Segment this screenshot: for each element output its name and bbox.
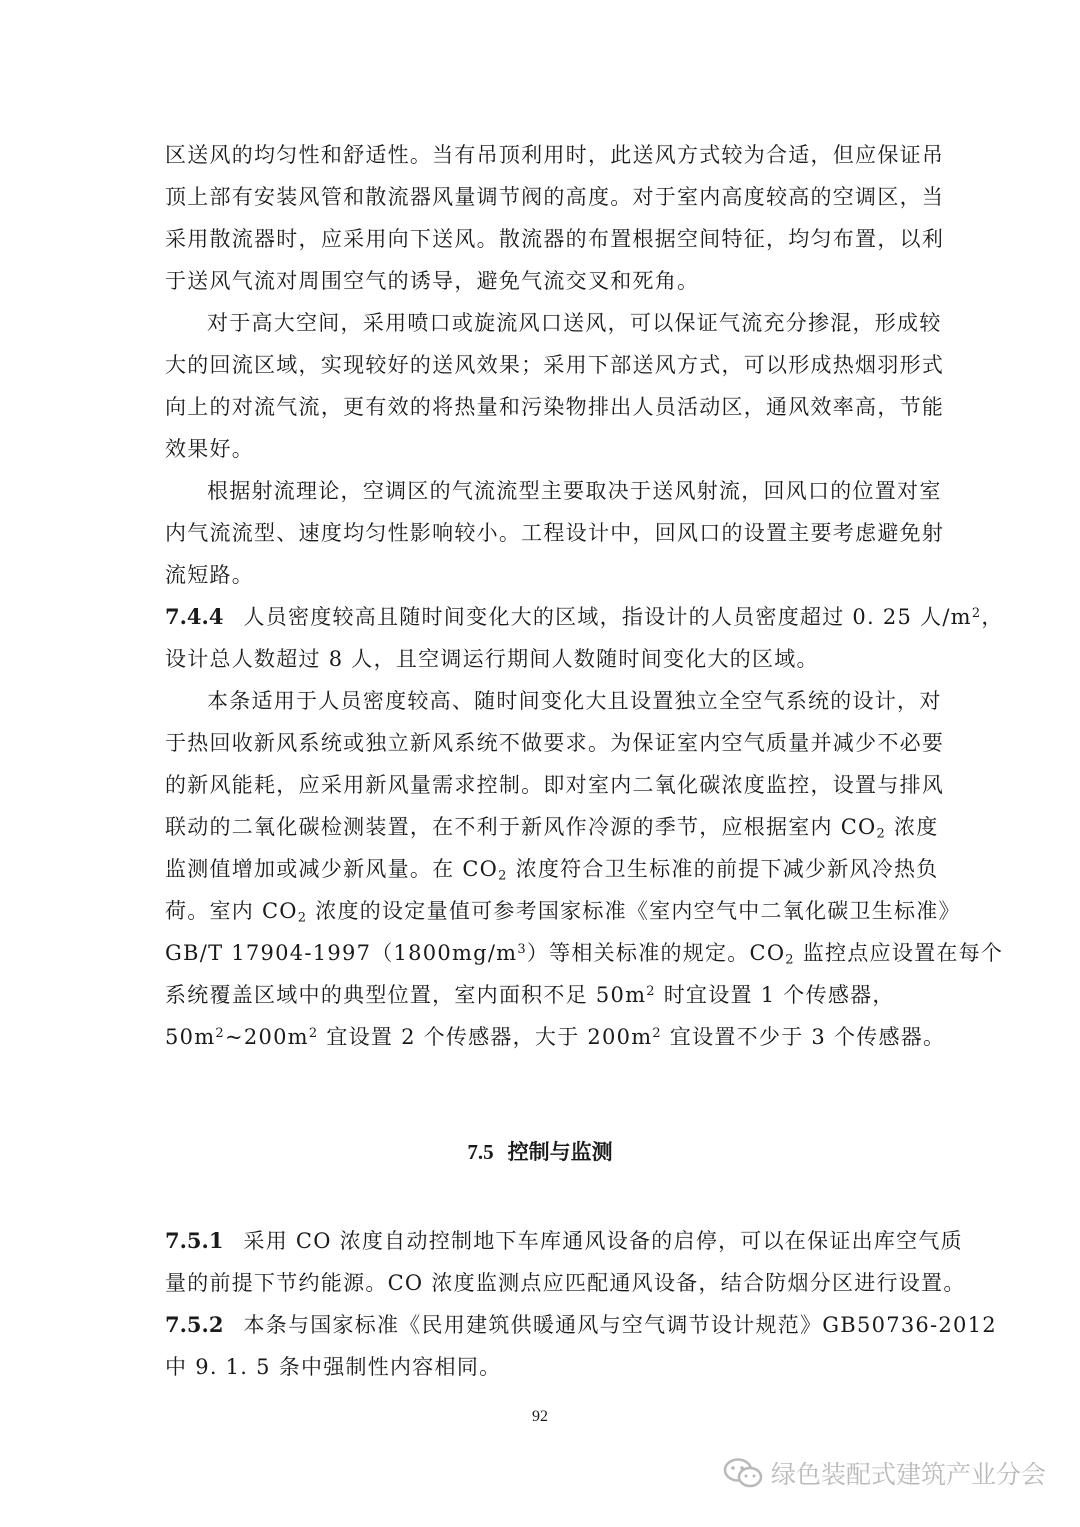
clause-7-5-2 — [165, 1304, 997, 1388]
wechat-icon — [723, 1457, 763, 1489]
text-line: 向上的对流气流，更有效的将热量和污染物排出人员活动区，通风效率高，节能 — [165, 395, 945, 419]
text-line — [165, 932, 1004, 974]
text-line: 量的前提下节约能源。CO 浓度监测点应匹配通风设备，结合防烟分区进行设置。 — [165, 1271, 966, 1295]
section-number: 7.5 — [467, 1140, 494, 1164]
text-segment: 时宜设置 1 个传感器， — [655, 983, 895, 1007]
text-segment: 宜设置 2 个传感器，大于 200m — [318, 1025, 653, 1049]
text-line: 中 9. 1. 5 条中强制性内容相同。 — [165, 1355, 502, 1379]
section-body — [165, 1220, 997, 1388]
clause-text: 采用 CO 浓度自动控制地下车库通风设备的启停，可以在保证出库空气质 — [243, 1229, 963, 1253]
subscript: 2 — [876, 826, 887, 842]
text-segment: 50m — [165, 1025, 216, 1049]
page-number: 92 — [532, 1408, 548, 1425]
text-segment: ）等相关标准的规定。CO — [526, 941, 786, 965]
text-segment: 联动的二氧化碳检测装置，在不利于新风作冷源的季节，应根据室内 CO — [165, 815, 877, 839]
clause-number: 7.4.4 — [165, 604, 224, 629]
text-segment: 浓度符合卫生标准的前提下减少新风冷热负 — [507, 857, 939, 881]
text-line: 本条适用于人员密度较高、随时间变化大且设置独立全空气系统的设计，对 — [207, 689, 942, 713]
text-segment: GB/T 17904-1997（1800mg/m — [165, 941, 518, 965]
superscript: 2 — [652, 1025, 662, 1041]
text-line: 于热回收新风系统或独立新风系统不做要求。为保证室内空气质量并减少不必要 — [165, 731, 945, 755]
subscript: 2 — [297, 910, 308, 926]
superscript: 3 — [517, 941, 527, 957]
text-line: 大的回流区域，实现较好的送风效果；采用下部送风方式，可以形成热烟羽形式 — [165, 353, 945, 377]
text-line: 根据射流理论，空调区的气流流型主要取决于送风射流，回风口的位置对室 — [207, 479, 942, 503]
watermark-text: 绿色装配式建筑产业分会 — [770, 1460, 1046, 1489]
subscript: 2 — [785, 952, 795, 968]
text-line — [165, 974, 917, 1016]
text-line: 采用散流器时，应采用向下送风。散流器的布置根据空间特征，均匀布置，以利 — [165, 227, 945, 251]
clause-7-5-1 — [165, 1220, 966, 1304]
clause-text: 本条与国家标准《民用建筑供暖通风与空气调节设计规范》GB50736-2012 — [243, 1313, 997, 1337]
section-heading — [0, 1136, 1080, 1166]
section-title: 控制与监测 — [507, 1140, 613, 1164]
superscript: 2 — [308, 1025, 319, 1041]
text-line: 于送风气流对周围空气的诱导，避免气流交叉和死角。 — [165, 269, 700, 293]
text-line — [165, 890, 961, 932]
paragraph-airflow-diffuser — [165, 134, 945, 302]
text-segment: 荷。室内 CO — [165, 899, 298, 923]
text-segment: 监测值增加或减少新风量。在 CO — [165, 857, 499, 881]
text-segment: 系统覆盖区域中的典型位置，室内面积不足 50m — [165, 983, 647, 1007]
clause-7-4-4 — [165, 596, 1004, 680]
text-line: 内气流流型、速度均匀性影响较小。工程设计中，回风口的设置主要考虑避免射 — [165, 521, 945, 545]
text-line: 效果好。 — [165, 437, 255, 461]
document-body — [165, 134, 1004, 1058]
watermark — [723, 1455, 1046, 1491]
text-line — [165, 806, 939, 848]
clause-text: ， — [981, 605, 1004, 629]
text-line — [165, 848, 939, 890]
text-segment: 浓度的设定量值可参考国家标准《室内空气中二氧化碳卫生标准》 — [307, 899, 961, 923]
text-line: 区送风的均匀性和舒适性。当有吊顶利用时，此送风方式较为合适，但应保证吊 — [165, 143, 945, 167]
text-line: 的新风能耗，应采用新风量需求控制。即对室内二氧化碳浓度监控，设置与排风 — [165, 773, 945, 797]
text-line: 流短路。 — [165, 563, 255, 587]
text-segment: 浓度 — [886, 815, 939, 839]
superscript: 2 — [971, 605, 982, 621]
paragraph-jet-theory — [165, 470, 945, 596]
clause-number: 7.5.1 — [165, 1228, 224, 1253]
text-line: 顶上部有安装风管和散流器风量调节阀的高度。对于室内高度较高的空调区，当 — [165, 185, 945, 209]
clause-text: 人员密度较高且随时间变化大的区域，指设计的人员密度超过 0. 25 人/m — [243, 605, 972, 629]
text-line: 设计总人数超过 8 人，且空调运行期间人数随时间变化大的区域。 — [165, 647, 819, 671]
subscript: 2 — [498, 868, 508, 884]
paragraph-high-space — [165, 302, 945, 470]
superscript: 2 — [646, 983, 656, 999]
text-segment: 宜设置不少于 3 个传感器。 — [661, 1025, 946, 1049]
text-segment: ~200m — [224, 1025, 309, 1049]
clause-number: 7.5.2 — [165, 1312, 224, 1337]
paragraph-co2-control — [165, 680, 1004, 1058]
text-line: 对于高大空间，采用喷口或旋流风口送风，可以保证气流充分掺混，形成较 — [207, 311, 942, 335]
superscript: 2 — [215, 1025, 225, 1041]
text-segment: 监控点应设置在每个 — [794, 941, 1004, 965]
text-line — [165, 1016, 946, 1058]
